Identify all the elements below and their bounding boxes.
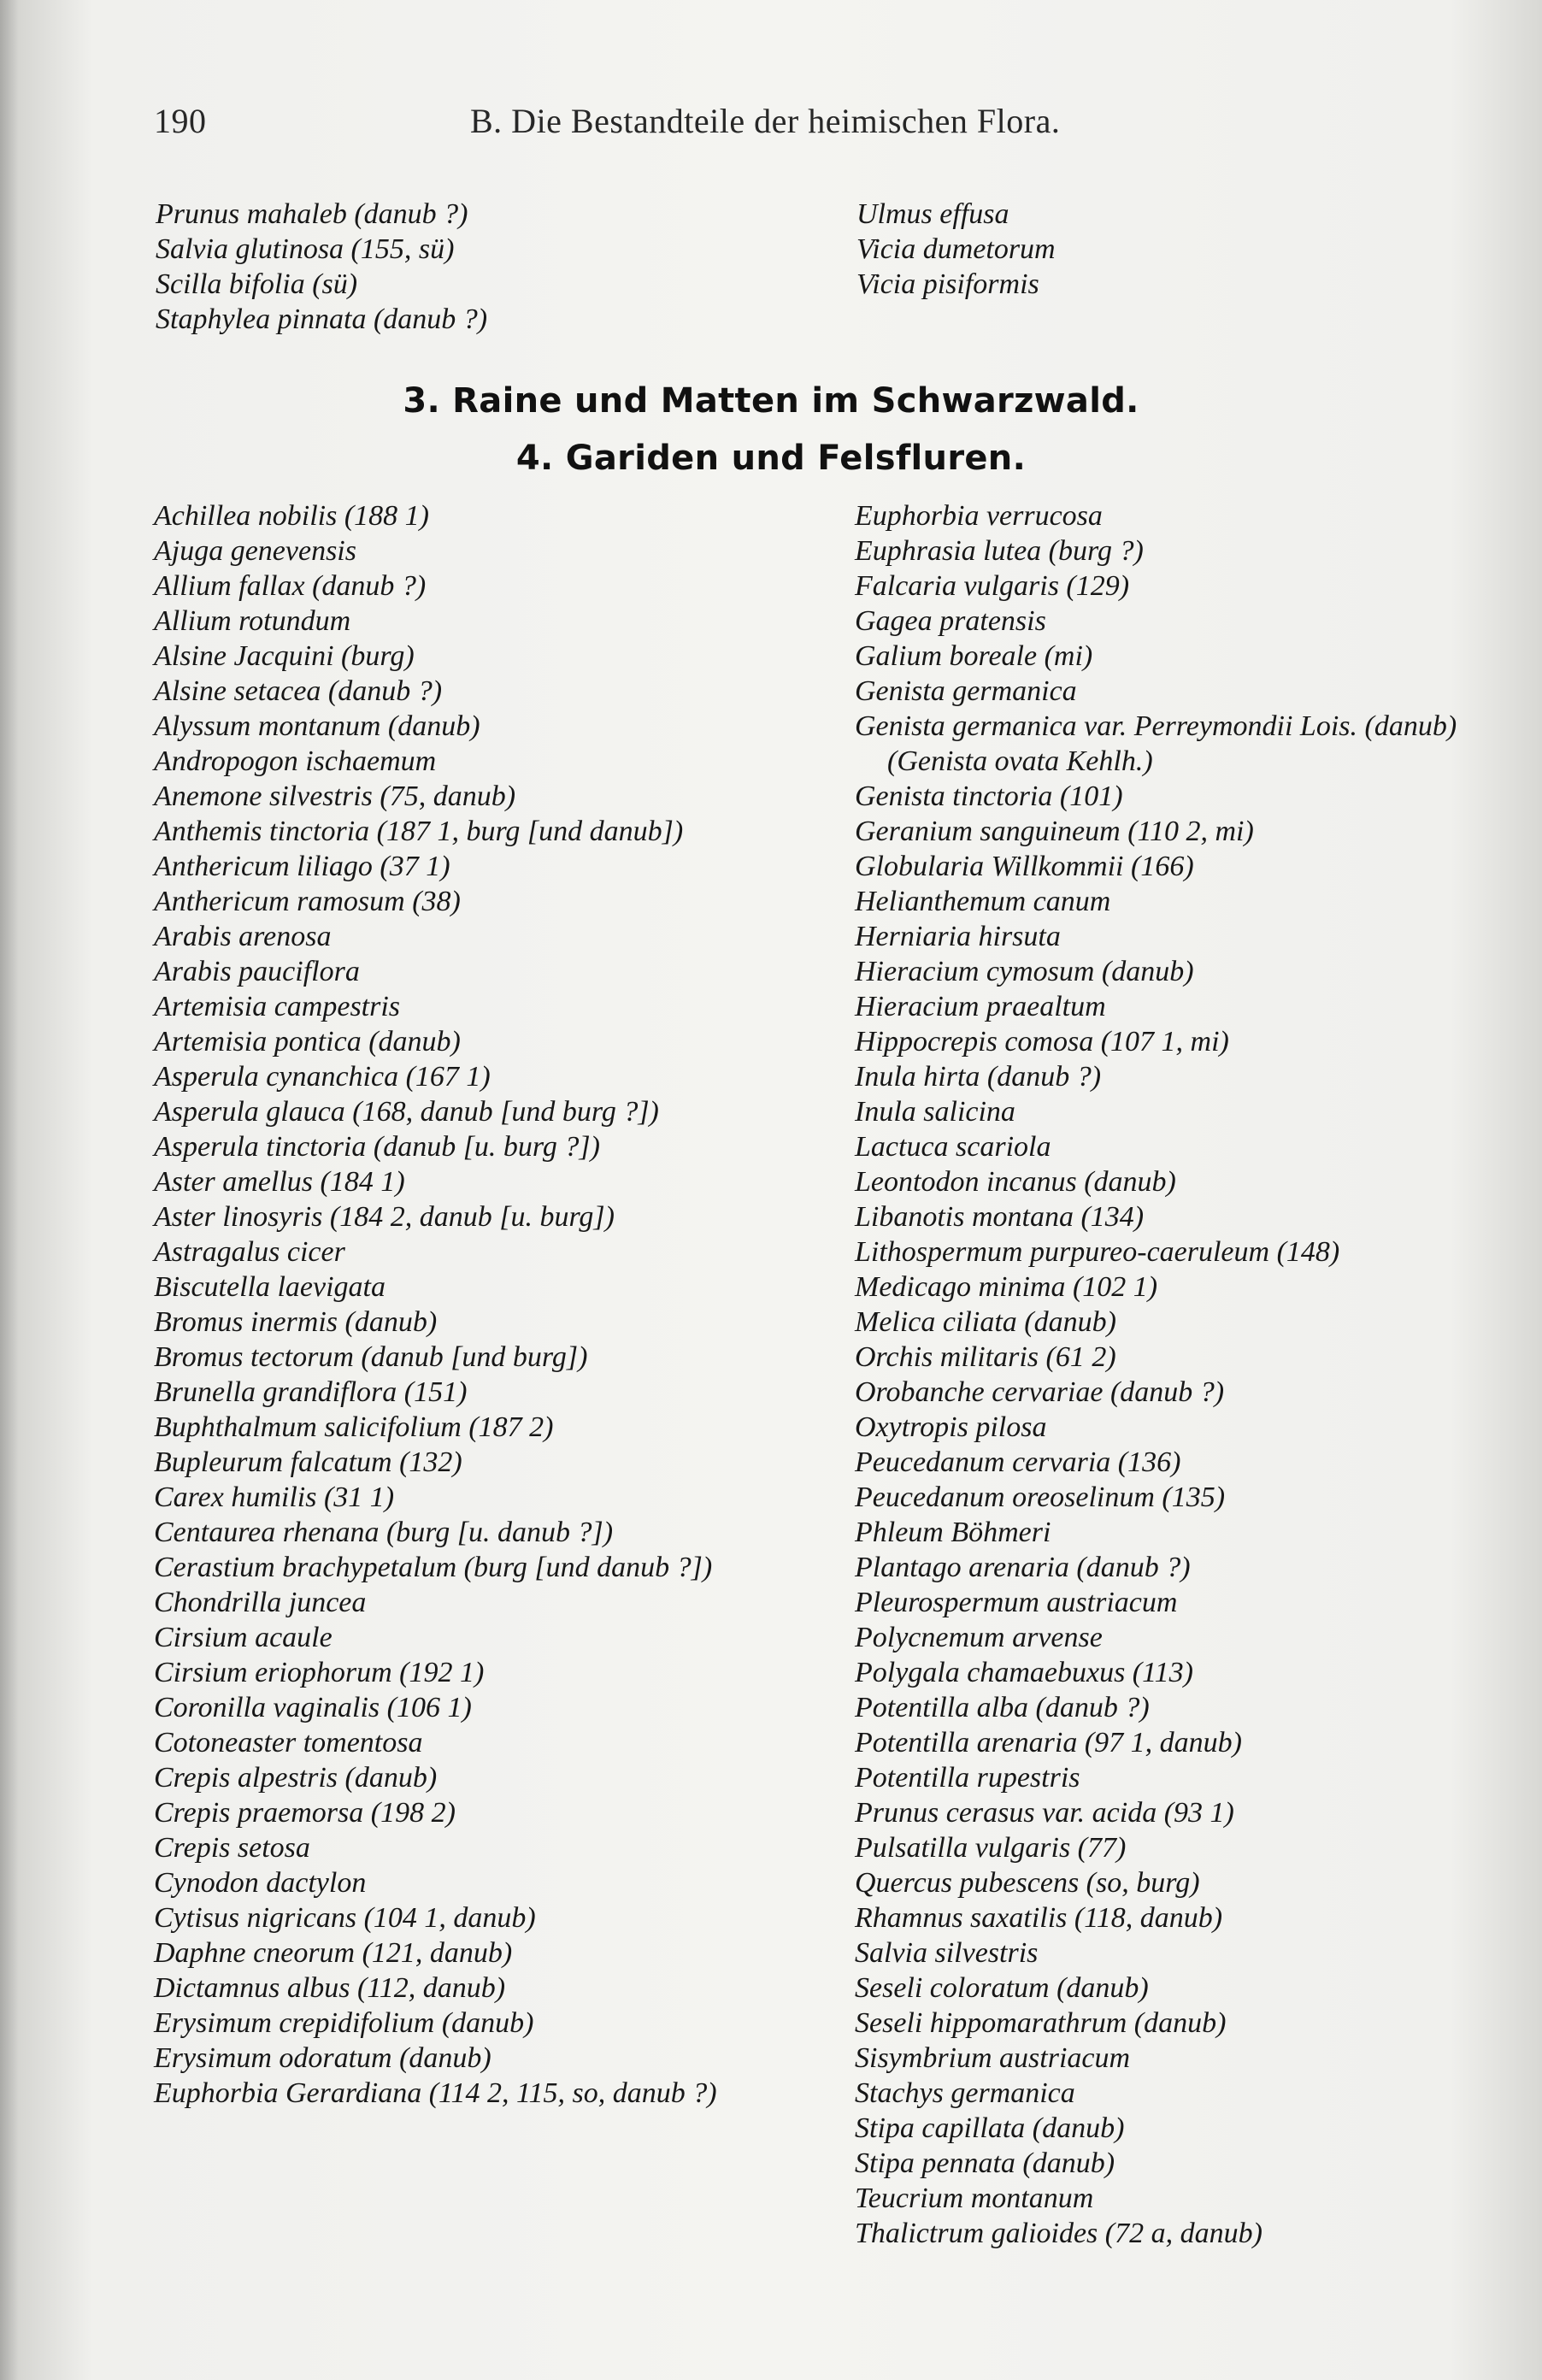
list-item: Cotoneaster tomentosa [154,1727,423,1758]
list-item: Aster linosyris (184 2, danub [u. burg]) [154,1201,615,1233]
list-item: Asperula tinctoria (danub [u. burg ?]) [154,1131,600,1163]
list-item: Allium rotundum [154,605,351,637]
list-item: Potentilla arenaria (97 1, danub) [855,1727,1242,1758]
list-item: Euphorbia Gerardiana (114 2, 115, so, danub ?) [154,2077,717,2109]
list-item: Hippocrepis comosa (107 1, mi) [855,1026,1229,1057]
list-item: Falcaria vulgaris (129) [855,570,1130,602]
list-item: Plantago arenaria (danub ?) [855,1552,1191,1583]
list-item: Sisymbrium austriacum [855,2042,1131,2074]
list-item: Vicia dumetorum [856,233,1056,265]
list-item: Aster amellus (184 1) [154,1166,405,1198]
list-item: Cerastium brachypetalum (burg [und danub ?]) [154,1552,713,1583]
running-header [154,101,1214,152]
list-item: Biscutella laevigata [154,1271,386,1303]
list-item: Vicia pisiformis [856,268,1039,300]
list-item: Arabis arenosa [154,921,332,952]
list-item: Stipa capillata (danub) [855,2112,1125,2144]
list-item: Erysimum odoratum (danub) [154,2042,491,2074]
list-item: Genista tinctoria (101) [855,781,1123,812]
page-number: 190 [154,102,207,140]
list-item: Erysimum crepidifolium (danub) [154,2007,534,2039]
list-item: Scilla bifolia (sü) [156,268,358,300]
list-item: Cynodon dactylon [154,1867,367,1899]
list-item: Alsine Jacquini (burg) [154,640,415,672]
list-item: Allium fallax (danub ?) [154,570,427,602]
list-item: Gagea pratensis [855,605,1046,637]
list-item: Genista germanica [855,675,1077,707]
list-item: Anemone silvestris (75, danub) [154,781,516,812]
list-item: Orobanche cervariae (danub ?) [855,1376,1225,1408]
list-item: Galium boreale (mi) [855,640,1093,672]
list-item: Inula hirta (danub ?) [855,1061,1102,1093]
list-item: Thalictrum galioides (72 a, danub) [855,2218,1262,2249]
list-item: Ajuga genevensis [154,535,356,567]
list-item: Alyssum montanum (danub) [154,710,480,742]
list-item: Libanotis montana (134) [855,1201,1145,1233]
list-item: Seseli hippomarathrum (danub) [855,2007,1227,2039]
list-item: Peucedanum cervaria (136) [855,1446,1181,1478]
list-item: Euphrasia lutea (burg ?) [855,535,1144,567]
list-item: Astragalus cicer [154,1236,345,1268]
list-item: Orchis militaris (61 2) [855,1341,1116,1373]
list-item: Leontodon incanus (danub) [855,1166,1176,1198]
list-item: Peucedanum oreoselinum (135) [855,1482,1226,1513]
list-item: Carex humilis (31 1) [154,1482,395,1513]
list-item: Buphthalmum salicifolium (187 2) [154,1411,554,1443]
list-item: Artemisia campestris [154,991,401,1022]
list-item: Pulsatilla vulgaris (77) [855,1832,1127,1864]
list-item: Alsine setacea (danub ?) [154,675,443,707]
list-item: Salvia glutinosa (155, sü) [156,233,455,265]
top-left-species-list [156,197,797,337]
list-item: Stipa pennata (danub) [855,2147,1115,2179]
list-item: Artemisia pontica (danub) [154,1026,461,1057]
list-item: Teucrium montanum [855,2183,1094,2214]
list-item: Bupleurum falcatum (132) [154,1446,462,1478]
list-item: Anthemis tinctoria (187 1, burg [und danub]) [154,816,684,847]
list-item: Genista germanica var. Perreymondii Lois. (danub) (Genista ovata Kehlh.) [855,710,1457,777]
list-item: Rhamnus saxatilis (118, danub) [855,1902,1223,1934]
list-item: Cirsium eriophorum (192 1) [154,1657,485,1688]
list-item: Prunus mahaleb (danub ?) [156,198,468,230]
list-item: Lithospermum purpureo-caeruleum (148) [855,1236,1340,1268]
list-item: Dictamnus albus (112, danub) [154,1972,506,2004]
list-item: Arabis pauciflora [154,956,360,987]
list-item: Crepis setosa [154,1832,310,1864]
list-item: Asperula cynanchica (167 1) [154,1061,491,1093]
list-item: Achillea nobilis (188 1) [154,500,430,532]
list-item: Hieracium cymosum (danub) [855,956,1194,987]
list-item: Oxytropis pilosa [855,1411,1047,1443]
list-item: Andropogon ischaemum [154,745,437,777]
list-item: Geranium sanguineum (110 2, mi) [855,816,1254,847]
list-item: Salvia silvestris [855,1937,1039,1969]
running-title: B. Die Bestandteile der heimischen Flora. [470,102,1061,140]
list-item: Cirsium acaule [154,1622,333,1653]
list-item: Daphne cneorum (121, danub) [154,1937,513,1969]
main-right-species-list [855,498,1487,2251]
list-item: Anthericum ramosum (38) [154,886,461,917]
list-item: Potentilla rupestris [855,1762,1080,1794]
section-heading-3: 3. Raine und Matten im Schwarzwald. [403,381,1139,421]
list-item: Seseli coloratum (danub) [855,1972,1149,2004]
list-item: Herniaria hirsuta [855,921,1061,952]
page-gutter-shadow [0,0,19,2380]
list-item: Phleum Böhmeri [855,1517,1051,1548]
list-item: Polycnemum arvense [855,1622,1103,1653]
main-left-species-list [154,498,803,2111]
list-item: Anthericum liliago (37 1) [154,851,450,882]
list-item: Hieracium praealtum [855,991,1106,1022]
list-item: Medicago minima (102 1) [855,1271,1158,1303]
list-item: Globularia Willkommii (166) [855,851,1194,882]
list-item: Staphylea pinnata (danub ?) [156,303,488,335]
list-item: Asperula glauca (168, danub [und burg ?]) [154,1096,659,1128]
list-item: Prunus cerasus var. acida (93 1) [855,1797,1234,1829]
list-item: Stachys germanica [855,2077,1075,2109]
list-item: Cytisus nigricans (104 1, danub) [154,1902,536,1934]
list-item: Crepis alpestris (danub) [154,1762,438,1794]
top-right-species-list [856,197,1480,302]
list-item: Polygala chamaebuxus (113) [855,1657,1193,1688]
list-item: Bromus inermis (danub) [154,1306,438,1338]
list-item: Bromus tectorum (danub [und burg]) [154,1341,588,1373]
list-item: Quercus pubescens (so, burg) [855,1867,1200,1899]
list-item: Ulmus effusa [856,198,1009,230]
list-item: Pleurospermum austriacum [855,1587,1178,1618]
list-item: Centaurea rhenana (burg [u. danub ?]) [154,1517,614,1548]
list-item: Melica ciliata (danub) [855,1306,1116,1338]
list-item: Lactuca scariola [855,1131,1051,1163]
section-heading-4: 4. Gariden und Felsfluren. [515,439,1027,478]
list-item: Chondrilla juncea [154,1587,367,1618]
list-item: Euphorbia verrucosa [855,500,1103,532]
list-item: Helianthemum canum [855,886,1111,917]
list-item: Coronilla vaginalis (106 1) [154,1692,472,1723]
list-item: Crepis praemorsa (198 2) [154,1797,456,1829]
list-item: Potentilla alba (danub ?) [855,1692,1150,1723]
list-item: Brunella grandiflora (151) [154,1376,468,1408]
list-item: Inula salicina [855,1096,1015,1128]
